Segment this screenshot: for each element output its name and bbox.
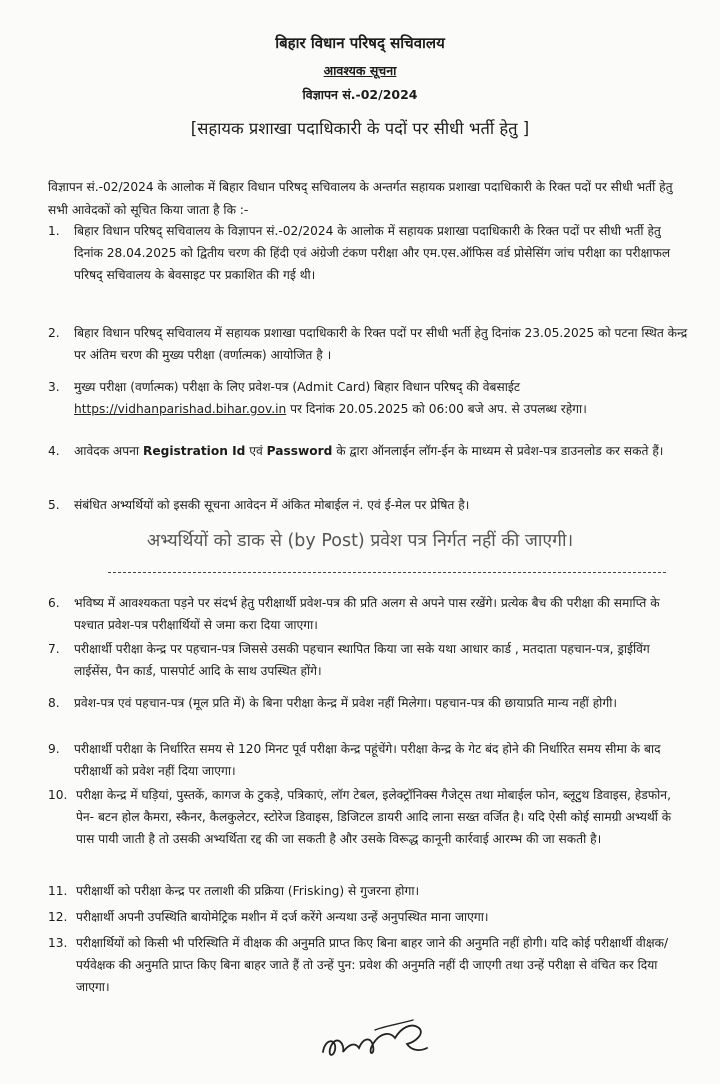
item-text: [74, 440, 688, 462]
item-number: 12.: [48, 910, 68, 924]
item-number: 13.: [48, 936, 68, 950]
item-text-part: के द्वारा ऑनलाईन लॉग-ईन के माध्यम से प्रवेश-पत्र डाउनलोड कर सकते हैं।: [332, 444, 664, 458]
item-text: बिहार विधान परिषद् सचिवालय में सहायक प्रशाखा पदाधिकारी के रिक्त पदों पर सीधी भर्ती हेतु दिनांक 23.05.2025 को पटना स्थित केन्द्र पर अंतिम चरण की मुख्य परीक्षा (वर्णात्मक) आयोजित है ।: [74, 326, 688, 362]
item-number: 3.: [48, 380, 60, 394]
highlight-notice: अभ्यर्थियों को डाक से (by Post) प्रवेश पत्र निर्गत नहीं की जाएगी।: [146, 531, 574, 551]
list-item-10: [48, 784, 688, 850]
divider-line: [108, 572, 666, 573]
item-text-part: मुख्य परीक्षा (वर्णात्मक) परीक्षा के लिए प्रवेश-पत्र (Admit Card) बिहार विधान परिषद् की वेबसाईट: [74, 380, 521, 394]
item-text-part: आवेदक अपना: [74, 444, 143, 458]
list-item-2: [48, 322, 688, 366]
item-text: परीक्षा केन्द्र में घड़ियां, पुस्तकें, कागज के टुकड़े, पत्रिकाएं, लॉग टेबल, इलेक्ट्रॉनिक्स गैजेट्स तथा मोबाईल फोन, ब्लूटुथ डिवाइस, हेडफोन, पेन- बटन होल कैमरा, स्कैनर, कैलकुलेटर, स्टोरेज डिवाइस, डिजिटल डायरी आदि लाना सख्त वर्जित है। यदि ऐसी कोई सामग्री अभ्यर्थी के पास पायी जाती है तो उसकी अभ्यर्थिता रद्द की जा सकती है और उसके विरूद्ध कानूनी कार्रवाई आरम्भ की जा सकती है।: [76, 788, 672, 846]
list-item-3: [48, 376, 688, 420]
password-label: Password: [266, 444, 333, 458]
list-item-6: [48, 592, 688, 636]
item-text: बिहार विधान परिषद् सचिवालय के विज्ञापन सं.-02/2024 के आलोक में सहायक प्रशाखा पदाधिकारी के रिक्त पदों पर सीधी भर्ती हेतु दिनांक 28.04.2025 को द्वितीय चरण की हिंदी एवं अंग्रेजी टंकण परीक्षा और एम.एस.ऑफिस वर्ड प्रोसेसिंग जांच परीक्षा का परीक्षाफल परिषद् सचिवालय के बेवसाइट पर प्रकाशित की गई थी।: [74, 224, 671, 282]
list-item-5: [48, 494, 688, 516]
list-item-13: [48, 932, 688, 998]
item-text: संबंधित अभ्यर्थियों को इसकी सूचना आवेदन में अंकित मोबाईल नं. एवं ई-मेल पर प्रेषित है।: [74, 498, 470, 512]
item-text-part: पर दिनांक 20.05.2025 को 06:00 बजे अप. से उपलब्ध रहेगा।: [286, 402, 587, 416]
item-text: परीक्षार्थी परीक्षा केन्द्र पर पहचान-पत्र जिससे उसकी पहचान स्थापित किया जा सके यथा आधार कार्ड , मतदाता पहचान-पत्र, ड्राईविंग लाईसेंस, पैन कार्ड, पासपोर्ट आदि के साथ उपस्थित होंगे।: [74, 642, 650, 678]
intro-paragraph: विज्ञापन सं.-02/2024 के आलोक में बिहार विधान परिषद् सचिवालय के अन्तर्गत सहायक प्रशाखा पदाधिकारी के रिक्त पदों पर सीधी भर्ती हेतु सभी आवेदकों को सूचित किया जाता है कि :-: [48, 180, 673, 217]
registration-id-label: Registration Id: [142, 444, 246, 458]
list-item-12: [48, 906, 688, 928]
list-item-1: [48, 220, 688, 286]
advertisement-number: विज्ञापन सं.-02/2024: [302, 87, 418, 102]
list-item-4: [48, 440, 688, 462]
subject-line: [सहायक प्रशाखा पदाधिकारी के पदों पर सीधी भर्ती हेतु ]: [190, 119, 530, 138]
list-item-11: [48, 880, 688, 902]
item-text: परीक्षार्थी परीक्षा के निर्धारित समय से 120 मिनट पूर्व परीक्षा केन्द्र पहूंचेंगे। परीक्षा केन्द्र के गेट बंद होने की निर्धारित समय सीमा के बाद परीक्षार्थी को प्रवेश नहीं दिया जाएगा।: [74, 742, 661, 778]
item-number: 6.: [48, 596, 60, 610]
item-number: 5.: [48, 498, 60, 512]
list-item-8: [48, 692, 688, 714]
item-text: प्रवेश-पत्र एवं पहचान-पत्र (मूल प्रति में) के बिना परीक्षा केन्द्र में प्रवेश नहीं मिलेगा। पहचान-पत्र की छायाप्रति मान्य नहीं होगी।: [74, 696, 617, 710]
signature: [315, 1008, 435, 1066]
list-item-9: [48, 738, 688, 782]
website-link[interactable]: https://vidhanparishad.bihar.gov.in: [74, 402, 287, 416]
item-text: [74, 376, 688, 420]
item-number: 1.: [48, 224, 60, 238]
item-number: 4.: [48, 444, 60, 458]
item-text: परीक्षार्थियों को किसी भी परिस्थिति में वीक्षक की अनुमति प्राप्त किए बिना बाहर जाने की अनुमति नहीं होगी। यदि कोई परीक्षार्थी वीक्षक/पर्यवेक्षक की अनुमति प्राप्त किए बिना बाहर जाते हैं तो उन्हें पुन: प्रवेश की अनुमति नहीं दी जाएगी तथा उन्हें परीक्षा से वंचित कर दिया जाएगा।: [76, 936, 669, 994]
organization-title: बिहार विधान परिषद् सचिवालय: [275, 34, 445, 52]
item-text: परीक्षार्थी अपनी उपस्थिति बायोमेट्रिक मशीन में दर्ज करेंगे अन्यथा उन्हें अनुपस्थित माना जाएगा।: [76, 910, 489, 924]
item-number: 8.: [48, 696, 60, 710]
item-number: 9.: [48, 742, 60, 756]
item-number: 7.: [48, 642, 60, 656]
item-number: 10.: [48, 788, 68, 802]
item-number: 2.: [48, 326, 60, 340]
list-item-7: [48, 638, 688, 682]
item-text: परीक्षार्थी को परीक्षा केन्द्र पर तलाशी की प्रक्रिया (Frisking) से गुजरना होगा।: [76, 884, 420, 898]
item-text-part: एवं: [245, 444, 267, 458]
item-number: 11.: [48, 884, 68, 898]
notice-heading: आवश्यक सूचना: [323, 63, 397, 78]
item-text: भविष्य में आवश्यकता पड़ने पर संदर्भ हेतु परीक्षार्थी प्रवेश-पत्र की प्रति अलग से अपने पास रखेंगे। प्रत्येक बैच की परीक्षा की समाप्ति के पश्चात प्रवेश-पत्र परीक्षार्थियों से जमा करा दिया जाएगा।: [74, 596, 660, 632]
